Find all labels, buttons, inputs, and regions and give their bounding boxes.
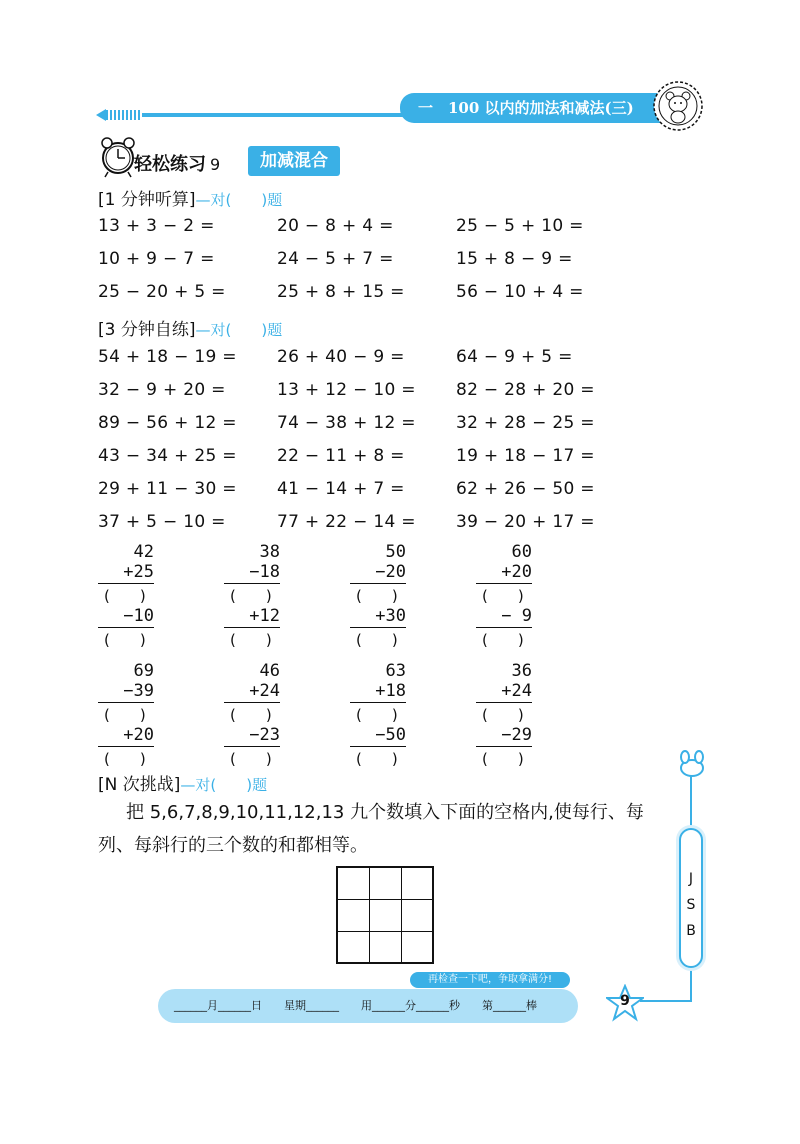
sum-line: [224, 702, 280, 703]
answer-blank[interactable]: ( ): [104, 750, 146, 768]
operand: +25: [123, 562, 154, 582]
operand: +20: [501, 562, 532, 582]
vertical-problem: [224, 661, 280, 769]
equation: 43 − 34 + 25 =: [98, 446, 237, 466]
header-arrow-icon: [96, 109, 106, 121]
equation: 29 + 11 − 30 =: [98, 479, 237, 499]
sum-line: [224, 627, 280, 628]
equation: 22 − 11 + 8 =: [277, 446, 405, 466]
equation: 32 − 9 + 20 =: [98, 380, 226, 400]
equation: 41 − 14 + 7 =: [277, 479, 405, 499]
footer-note: 再检查一下吧，争取拿满分!: [410, 972, 570, 988]
operand: +30: [375, 606, 406, 626]
sum-line: [98, 702, 154, 703]
magic-square-grid[interactable]: [336, 866, 434, 964]
equation: 20 − 8 + 4 =: [277, 216, 394, 236]
equation: 13 + 12 − 10 =: [277, 380, 416, 400]
side-line-top: [690, 770, 692, 830]
sum-line: [476, 702, 532, 703]
answer-blank[interactable]: ( ): [482, 750, 524, 768]
bear-badge-icon: [652, 80, 704, 132]
header-ticks: [106, 110, 142, 120]
vertical-problem: [476, 661, 532, 769]
answer-blank[interactable]: ( ): [104, 587, 146, 605]
equation: 15 + 8 − 9 =: [456, 249, 573, 269]
bunny-icon: [674, 750, 710, 778]
answer-blank[interactable]: ( ): [104, 631, 146, 649]
answer-blank[interactable]: ( ): [356, 587, 398, 605]
vertical-problem: [350, 661, 406, 769]
chapter-title: 一 100 以内的加法和减法(三): [400, 93, 662, 123]
answer-blank[interactable]: ( ): [230, 587, 272, 605]
operand: 63: [385, 661, 406, 681]
vertical-problem: [98, 661, 154, 769]
equation: 24 − 5 + 7 =: [277, 249, 394, 269]
sum-line: [350, 627, 406, 628]
part2-label: [3 分钟自练]—对( )题: [98, 320, 283, 340]
answer-blank[interactable]: ( ): [356, 706, 398, 724]
part3-label: [N 次挑战]—对( )题: [98, 775, 268, 795]
operand: 50: [385, 542, 406, 562]
vertical-problem: [350, 542, 406, 650]
operand: +18: [375, 681, 406, 701]
vertical-problem: [476, 542, 532, 650]
challenge-text: 把 5,6,7,8,9,10,11,12,13 九个数填入下面的空格内,使每行、每列、每斜行的三个数的和都相等。: [98, 802, 644, 856]
side-tab-letter: J: [688, 871, 694, 887]
answer-blank[interactable]: ( ): [482, 706, 524, 724]
alarm-clock-icon: [98, 134, 138, 178]
sum-line: [224, 583, 280, 584]
operand: 69: [133, 661, 154, 681]
sum-line: [224, 746, 280, 747]
operand: 38: [259, 542, 280, 562]
section-tag: 加减混合: [248, 146, 340, 176]
side-tab-letter: S: [686, 897, 696, 913]
equation: 74 − 38 + 12 =: [277, 413, 416, 433]
equation: 64 − 9 + 5 =: [456, 347, 573, 367]
equation: 25 − 20 + 5 =: [98, 282, 226, 302]
equation: 62 + 26 − 50 =: [456, 479, 595, 499]
answer-blank[interactable]: ( ): [356, 631, 398, 649]
vertical-problem: [98, 542, 154, 650]
equation: 25 + 8 + 15 =: [277, 282, 405, 302]
operand: +12: [249, 606, 280, 626]
sum-line: [350, 746, 406, 747]
equation: 37 + 5 − 10 =: [98, 512, 226, 532]
sum-line: [98, 583, 154, 584]
equation: 54 + 18 − 19 =: [98, 347, 237, 367]
operand: 36: [511, 661, 532, 681]
answer-blank[interactable]: ( ): [230, 631, 272, 649]
answer-blank[interactable]: ( ): [230, 750, 272, 768]
operand: −50: [375, 725, 406, 745]
equation: 26 + 40 − 9 =: [277, 347, 405, 367]
equation: 13 + 3 − 2 =: [98, 216, 215, 236]
operand: 60: [511, 542, 532, 562]
sum-line: [98, 746, 154, 747]
equation: 10 + 9 − 7 =: [98, 249, 215, 269]
page-number: 9: [620, 993, 630, 1009]
equation: 19 + 18 − 17 =: [456, 446, 595, 466]
operand: +20: [123, 725, 154, 745]
sum-line: [476, 627, 532, 628]
equation: 25 − 5 + 10 =: [456, 216, 584, 236]
side-line-bottom: [690, 966, 692, 1002]
equation: 77 + 22 − 14 =: [277, 512, 416, 532]
equation: 56 − 10 + 4 =: [456, 282, 584, 302]
answer-blank[interactable]: ( ): [482, 631, 524, 649]
part1-label: [1 分钟听算]—对( )题: [98, 190, 283, 210]
operand: −39: [123, 681, 154, 701]
equation: 82 − 28 + 20 =: [456, 380, 595, 400]
sum-line: [476, 583, 532, 584]
vertical-problem: [224, 542, 280, 650]
operand: −20: [375, 562, 406, 582]
operand: 42: [133, 542, 154, 562]
operand: −10: [123, 606, 154, 626]
operand: +24: [501, 681, 532, 701]
operand: −18: [249, 562, 280, 582]
operand: +24: [249, 681, 280, 701]
operand: −29: [501, 725, 532, 745]
sum-line: [350, 702, 406, 703]
section-title: 轻松练习 9: [134, 154, 221, 175]
answer-blank[interactable]: ( ): [356, 750, 398, 768]
equation: 89 − 56 + 12 =: [98, 413, 237, 433]
answer-blank[interactable]: ( ): [230, 706, 272, 724]
operand: − 9: [501, 606, 532, 626]
answer-blank[interactable]: ( ): [104, 706, 146, 724]
side-tab: [679, 828, 703, 968]
footer-record-bar: ______月______日 星期______ 用______分______秒 第______棒: [158, 989, 578, 1023]
footer-connector: [640, 1000, 692, 1002]
sum-line: [476, 746, 532, 747]
side-tab-letter: B: [686, 923, 696, 939]
equation: 39 − 20 + 17 =: [456, 512, 595, 532]
sum-line: [98, 627, 154, 628]
answer-blank[interactable]: ( ): [482, 587, 524, 605]
sum-line: [350, 583, 406, 584]
equation: 32 + 28 − 25 =: [456, 413, 595, 433]
operand: −23: [249, 725, 280, 745]
operand: 46: [259, 661, 280, 681]
